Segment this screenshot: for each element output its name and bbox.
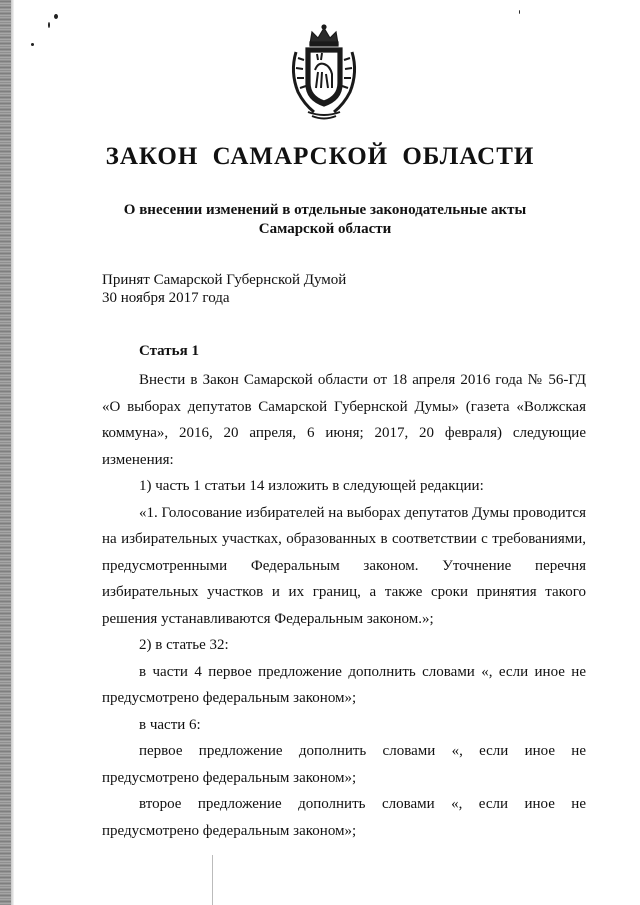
adoption-info <box>102 271 346 307</box>
scan-speck <box>48 22 50 28</box>
paragraph: второе предложение дополнить словами «, если иное не предусмотрено федеральным законом»; <box>102 796 586 839</box>
scan-edge <box>0 0 11 905</box>
paragraph: 2) в статье 32: <box>139 637 229 653</box>
scan-speck <box>31 43 34 46</box>
paragraph: Внести в Закон Самарской области от 18 апреля 2016 года № 56-ГД «О выборах депутатов Самарской Губернской Думы» (газета «Волжская коммуна», 2016, 20 апреля, 6 июня; 2017, 20 февраля) следующие изменения: <box>102 372 586 468</box>
paragraph: первое предложение дополнить словами «, если иное не предусмотрено федеральным законом»; <box>102 743 586 786</box>
scan-edge-shadow <box>11 0 14 905</box>
subtitle-line: Самарской области <box>258 221 392 237</box>
samara-coat-of-arms-icon <box>288 22 360 122</box>
scan-speck <box>54 14 58 19</box>
paragraph: «1. Голосование избирателей на выборах депутатов Думы проводится на избирательных участках, образованных в соответствии с требованиями, предусмотренными Федеральным законом. Уточнение перечня избирательных участков и их границ, а также сроки принятия такого решения устанавливаются Федеральным законом.»; <box>102 504 586 627</box>
adopted-by: Принят Самарской Губернской Думой <box>102 272 347 288</box>
article-body <box>102 367 586 844</box>
adopted-date: 30 ноября 2017 года <box>102 290 230 306</box>
scan-artifact-line <box>212 855 213 905</box>
article-heading: Статья 1 <box>139 343 199 359</box>
subtitle-line: О внесении изменений в отдельные законодательные акты <box>123 202 527 218</box>
paragraph: в части 4 первое предложение дополнить словами «, если иное не предусмотрено федеральным законом»; <box>102 663 586 706</box>
paragraph: 1) часть 1 статьи 14 изложить в следующей редакции: <box>139 478 484 494</box>
scan-speck <box>519 10 520 14</box>
document-title: ЗАКОН САМАРСКОЙ ОБЛАСТИ <box>105 143 535 170</box>
paragraph: в части 6: <box>139 716 201 733</box>
document-subtitle <box>110 201 540 239</box>
